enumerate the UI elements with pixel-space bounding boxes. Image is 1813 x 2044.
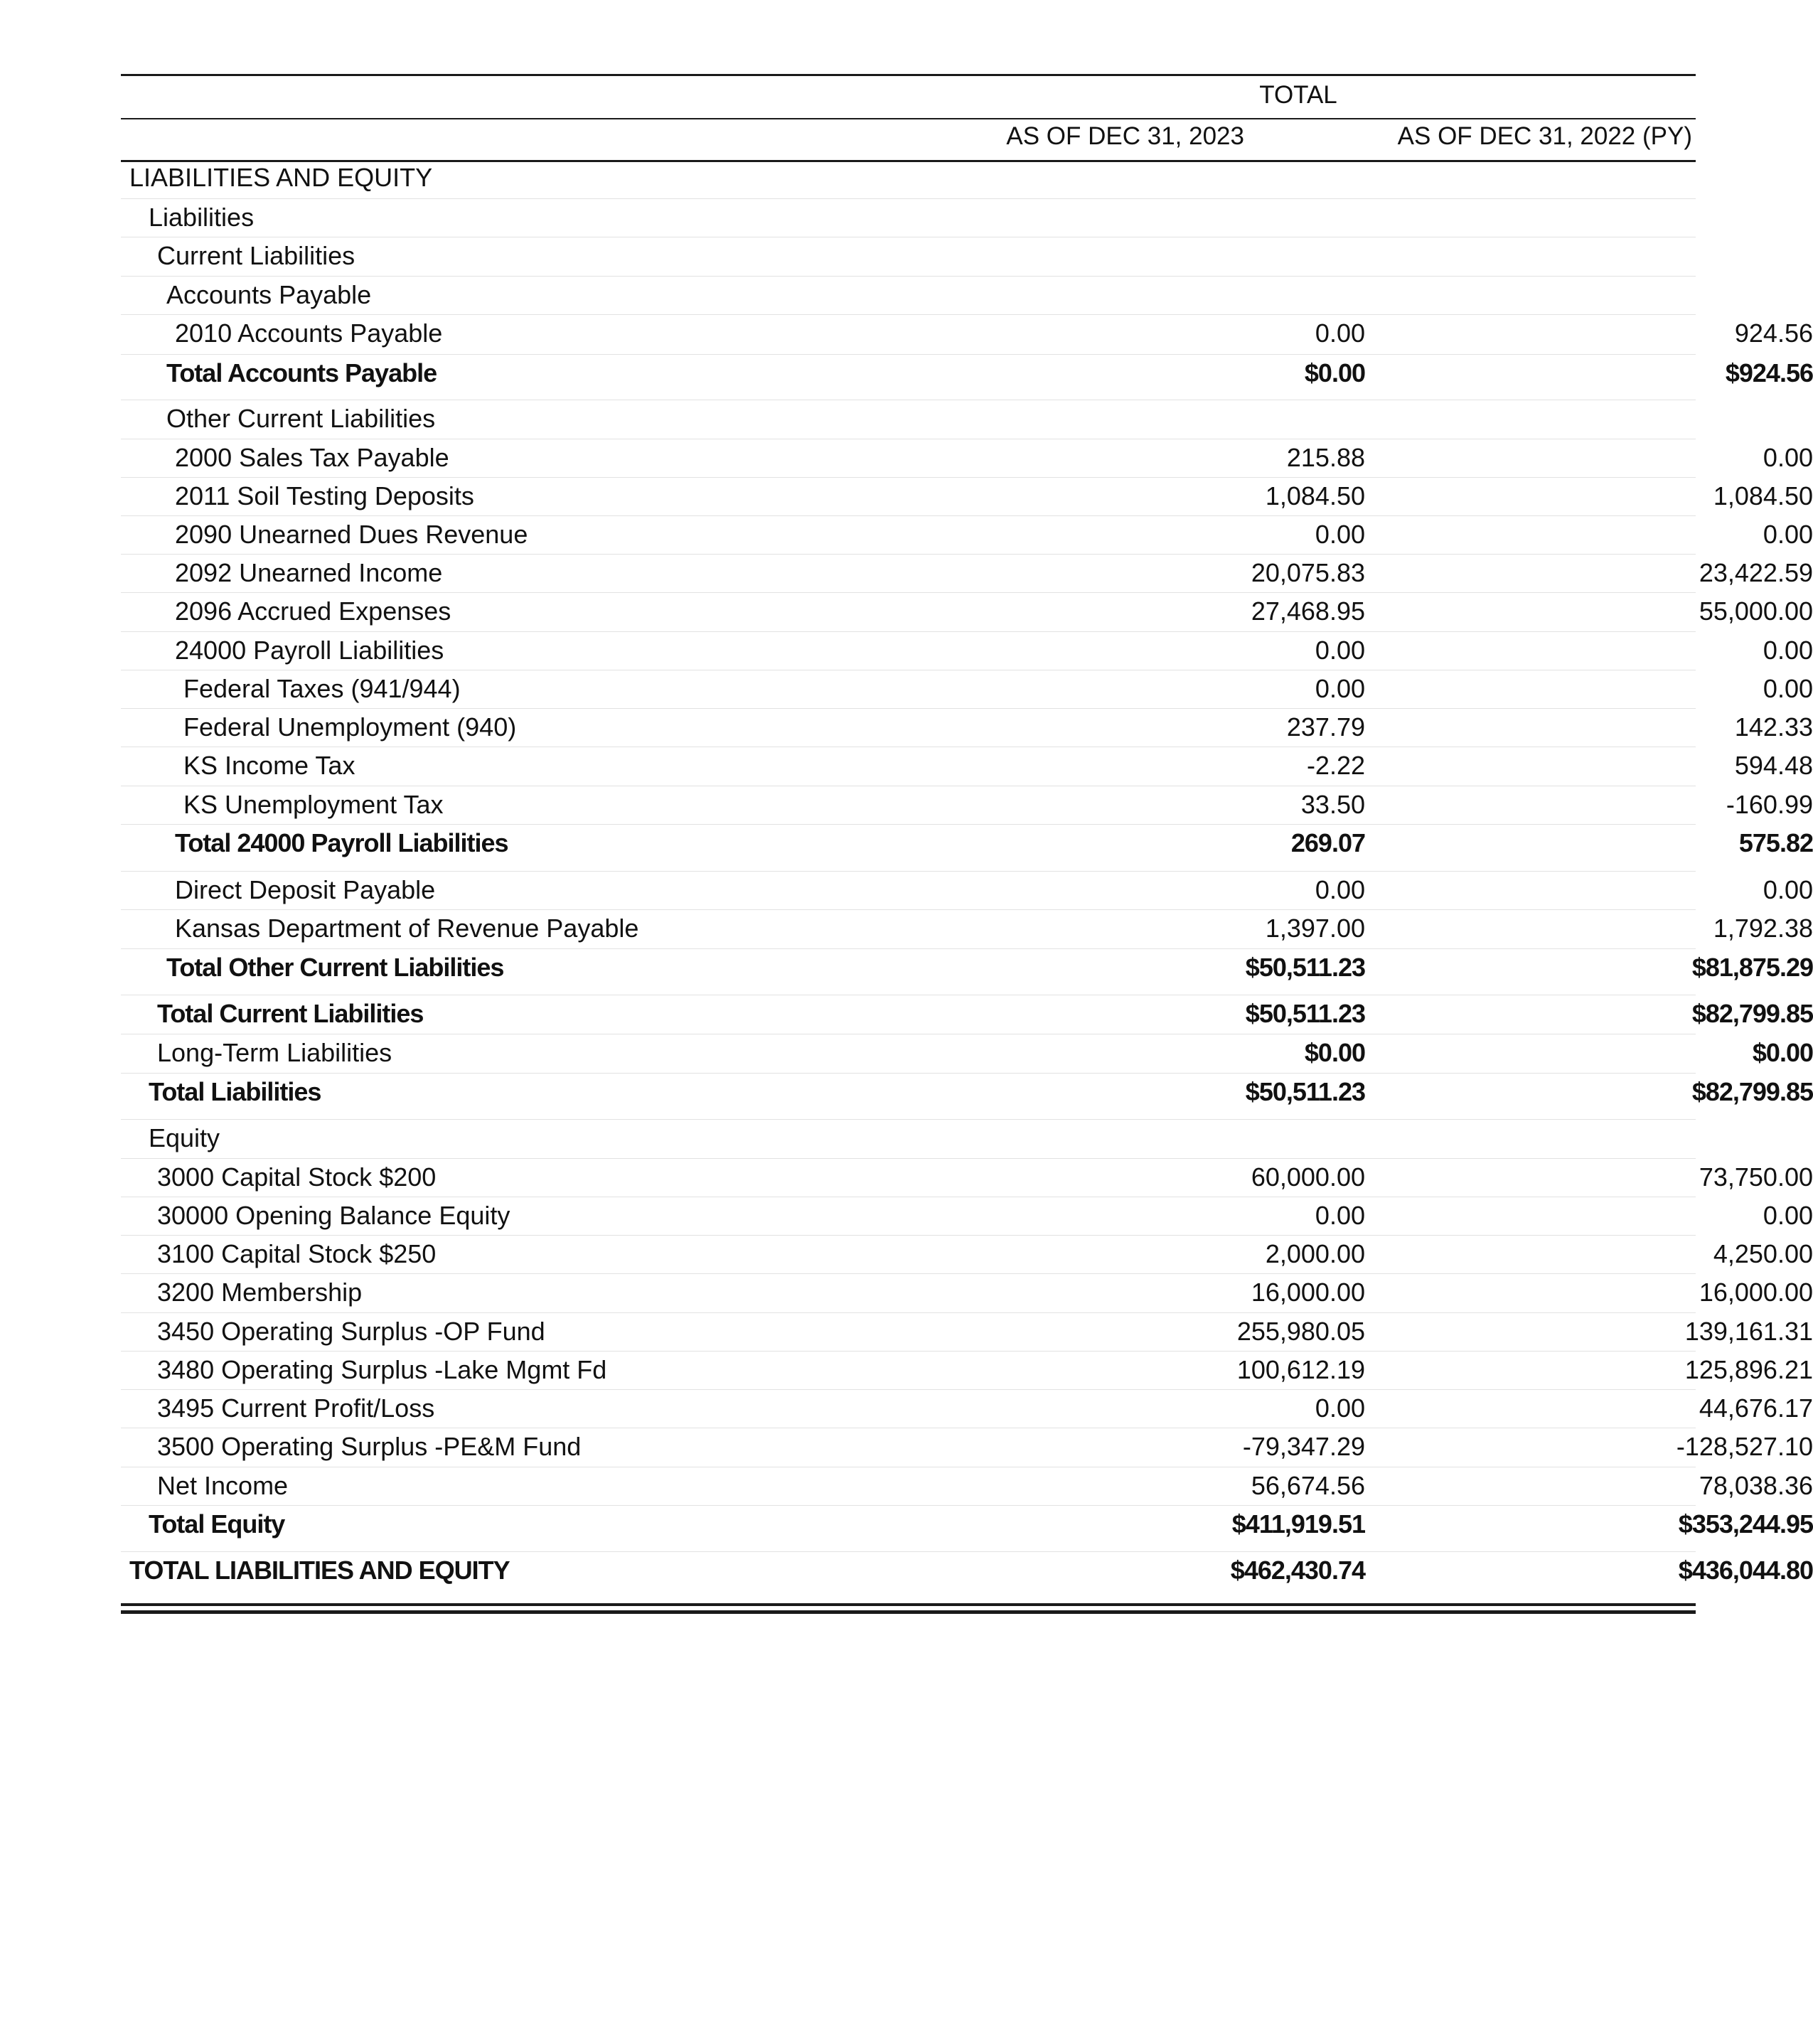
total-row-total-accounts-payable xyxy=(121,354,1813,392)
line-row-3450-operating-surplus-op-fund xyxy=(121,1312,1813,1350)
line-row-ks-unemployment-tax xyxy=(121,786,1813,823)
value-2022: $924.56 xyxy=(1725,358,1813,387)
line-row-3100-capital-stock-250 xyxy=(121,1235,1813,1273)
value-2022: $81,875.29 xyxy=(1691,953,1813,982)
value-2022: 125,896.21 xyxy=(1684,1355,1813,1384)
total-row-total-24000-payroll-liabilities xyxy=(121,824,1813,862)
value-2022: 23,422.59 xyxy=(1699,558,1813,587)
row-label: Long-Term Liabilities xyxy=(157,1038,392,1067)
value-2023: $50,511.23 xyxy=(1245,1077,1365,1106)
value-2022: $0.00 xyxy=(1752,1038,1813,1067)
line-row-ks-income-tax xyxy=(121,747,1813,784)
line-row-liabilities-and-equity xyxy=(121,159,1696,196)
row-label: TOTAL LIABILITIES AND EQUITY xyxy=(129,1556,510,1585)
row-label: Total Accounts Payable xyxy=(166,358,437,387)
value-2022: 924.56 xyxy=(1734,319,1813,348)
value-2023: 0.00 xyxy=(1315,319,1365,348)
value-2023: -79,347.29 xyxy=(1242,1432,1365,1461)
value-2022: 139,161.31 xyxy=(1684,1317,1813,1346)
line-row-direct-deposit-payable xyxy=(121,871,1813,909)
total-row-total-liabilities-and-equity xyxy=(121,1551,1813,1589)
value-2023: $0.00 xyxy=(1304,1038,1365,1067)
value-2022: -160.99 xyxy=(1726,790,1813,819)
total-row-total-equity xyxy=(121,1505,1813,1543)
value-2023: 237.79 xyxy=(1286,712,1365,742)
line-row-2090-unearned-dues-revenue xyxy=(121,515,1813,553)
value-2023: 0.00 xyxy=(1315,875,1365,904)
row-label: Total Liabilities xyxy=(149,1077,321,1106)
value-2023: 60,000.00 xyxy=(1251,1162,1365,1192)
top-rule xyxy=(121,74,1696,76)
value-2023: $462,430.74 xyxy=(1230,1556,1365,1585)
row-label: KS Unemployment Tax xyxy=(183,790,444,819)
line-row-2000-sales-tax-payable xyxy=(121,439,1813,476)
value-2022: $436,044.80 xyxy=(1678,1556,1813,1585)
row-label: 24000 Payroll Liabilities xyxy=(175,636,444,665)
value-2023: 27,468.95 xyxy=(1251,596,1365,626)
row-label: 2092 Unearned Income xyxy=(175,558,443,587)
value-2023: 269.07 xyxy=(1290,828,1365,857)
row-label: Direct Deposit Payable xyxy=(175,875,436,904)
value-2022: 16,000.00 xyxy=(1699,1278,1813,1307)
value-2023: -2.22 xyxy=(1306,751,1365,780)
total-header: TOTAL xyxy=(1259,81,1337,109)
double-rule-top xyxy=(121,1603,1696,1606)
value-2022: 0.00 xyxy=(1763,520,1813,549)
value-2022: 1,792.38 xyxy=(1713,914,1813,943)
value-2023: 100,612.19 xyxy=(1236,1355,1365,1384)
value-2022: 0.00 xyxy=(1763,1201,1813,1230)
row-label: Kansas Department of Revenue Payable xyxy=(175,914,639,943)
line-row-2092-unearned-income xyxy=(121,554,1813,592)
row-label: 2096 Accrued Expenses xyxy=(175,596,451,626)
value-2022: 78,038.36 xyxy=(1699,1471,1813,1500)
value-2023: 56,674.56 xyxy=(1251,1471,1365,1500)
value-2023: 20,075.83 xyxy=(1251,558,1365,587)
line-row-30000-opening-balance-equity xyxy=(121,1197,1813,1234)
double-rule-bottom xyxy=(121,1610,1696,1614)
value-2022: 0.00 xyxy=(1763,875,1813,904)
row-label: Federal Unemployment (940) xyxy=(183,712,517,742)
value-2022: 1,084.50 xyxy=(1713,481,1813,510)
value-2023: 0.00 xyxy=(1315,520,1365,549)
row-label: KS Income Tax xyxy=(183,751,355,780)
value-2023: 16,000.00 xyxy=(1251,1278,1365,1307)
row-label: Total Equity xyxy=(149,1509,285,1539)
line-row-federal-taxes-941-944 xyxy=(121,670,1813,707)
line-row-other-current-liabilities xyxy=(121,400,1696,437)
row-label: Other Current Liabilities xyxy=(166,404,436,433)
value-2022: 55,000.00 xyxy=(1699,596,1813,626)
value-2023: 215.88 xyxy=(1286,443,1365,472)
row-label: 3200 Membership xyxy=(157,1278,363,1307)
row-label: 3500 Operating Surplus -PE&M Fund xyxy=(157,1432,582,1461)
value-2022: 73,750.00 xyxy=(1699,1162,1813,1192)
line-row-2096-accrued-expenses xyxy=(121,592,1813,630)
line-row-federal-unemployment-940 xyxy=(121,708,1813,746)
row-label: 30000 Opening Balance Equity xyxy=(157,1201,510,1230)
row-label: 3495 Current Profit/Loss xyxy=(157,1393,435,1423)
line-row-3200-membership xyxy=(121,1273,1813,1311)
line-row-equity xyxy=(121,1119,1696,1157)
line-row-accounts-payable xyxy=(121,276,1696,314)
line-row-3495-current-profit-loss xyxy=(121,1389,1813,1427)
value-2022: 142.33 xyxy=(1734,712,1813,742)
row-label: Current Liabilities xyxy=(157,241,355,270)
row-label: Federal Taxes (941/944) xyxy=(183,674,461,703)
line-row-2010-accounts-payable xyxy=(121,314,1813,352)
value-2022: 575.82 xyxy=(1738,828,1813,857)
line-row-liabilities xyxy=(121,198,1696,236)
line-row-current-liabilities xyxy=(121,237,1696,274)
value-2023: 0.00 xyxy=(1315,1393,1365,1423)
value-2023: $411,919.51 xyxy=(1231,1509,1365,1539)
value-2022: 0.00 xyxy=(1763,636,1813,665)
value-2022: 0.00 xyxy=(1763,443,1813,472)
row-label: Liabilities xyxy=(149,203,255,232)
row-label: 3100 Capital Stock $250 xyxy=(157,1239,437,1268)
value-2023: 1,397.00 xyxy=(1265,914,1365,943)
value-2022: $82,799.85 xyxy=(1691,1077,1813,1106)
line-row-long-term-liabilities xyxy=(121,1034,1813,1071)
line-row-2011-soil-testing-deposits xyxy=(121,477,1813,515)
line-row-net-income xyxy=(121,1467,1813,1504)
value-2023: $0.00 xyxy=(1304,358,1365,387)
total-row-total-liabilities xyxy=(121,1073,1813,1111)
total-row-total-current-liabilities xyxy=(121,995,1813,1032)
column-header-2022: AS OF DEC 31, 2022 (PY) xyxy=(1397,122,1692,150)
line-row-kansas-department-of-revenue-payable xyxy=(121,909,1813,947)
row-label: 3450 Operating Surplus -OP Fund xyxy=(157,1317,545,1346)
total-row-total-other-current-liabilities xyxy=(121,948,1813,986)
value-2022: -128,527.10 xyxy=(1676,1432,1813,1461)
value-2022: $82,799.85 xyxy=(1691,999,1813,1028)
value-2023: 2,000.00 xyxy=(1265,1239,1365,1268)
row-label: 2011 Soil Testing Deposits xyxy=(175,481,474,510)
value-2022: 4,250.00 xyxy=(1713,1239,1813,1268)
value-2023: 33.50 xyxy=(1300,790,1365,819)
value-2022: 44,676.17 xyxy=(1699,1393,1813,1423)
value-2023: 0.00 xyxy=(1315,636,1365,665)
row-label: Accounts Payable xyxy=(166,280,372,309)
row-label: 3480 Operating Surplus -Lake Mgmt Fd xyxy=(157,1355,607,1384)
row-label: LIABILITIES AND EQUITY xyxy=(129,163,433,192)
value-2023: 0.00 xyxy=(1315,674,1365,703)
line-row-3000-capital-stock-200 xyxy=(121,1158,1813,1196)
row-label: Equity xyxy=(149,1123,220,1152)
value-2022: 0.00 xyxy=(1763,674,1813,703)
value-2022: $353,244.95 xyxy=(1678,1509,1813,1539)
row-label: Total Other Current Liabilities xyxy=(166,953,504,982)
value-2023: $50,511.23 xyxy=(1245,953,1365,982)
row-label: Total 24000 Payroll Liabilities xyxy=(175,828,508,857)
row-label: 3000 Capital Stock $200 xyxy=(157,1162,437,1192)
row-label: 2090 Unearned Dues Revenue xyxy=(175,520,528,549)
row-label: 2010 Accounts Payable xyxy=(175,319,443,348)
row-label: Net Income xyxy=(157,1471,289,1500)
row-label: Total Current Liabilities xyxy=(157,999,424,1028)
value-2023: $50,511.23 xyxy=(1245,999,1365,1028)
value-2023: 0.00 xyxy=(1315,1201,1365,1230)
column-header-2023: AS OF DEC 31, 2023 xyxy=(1006,122,1244,150)
line-row-24000-payroll-liabilities xyxy=(121,631,1813,669)
line-row-3500-operating-surplus-pe-m-fund xyxy=(121,1428,1813,1465)
row-label: 2000 Sales Tax Payable xyxy=(175,443,449,472)
value-2023: 255,980.05 xyxy=(1236,1317,1365,1346)
value-2022: 594.48 xyxy=(1734,751,1813,780)
line-row-3480-operating-surplus-lake-mgmt-fd xyxy=(121,1351,1813,1388)
value-2023: 1,084.50 xyxy=(1265,481,1365,510)
